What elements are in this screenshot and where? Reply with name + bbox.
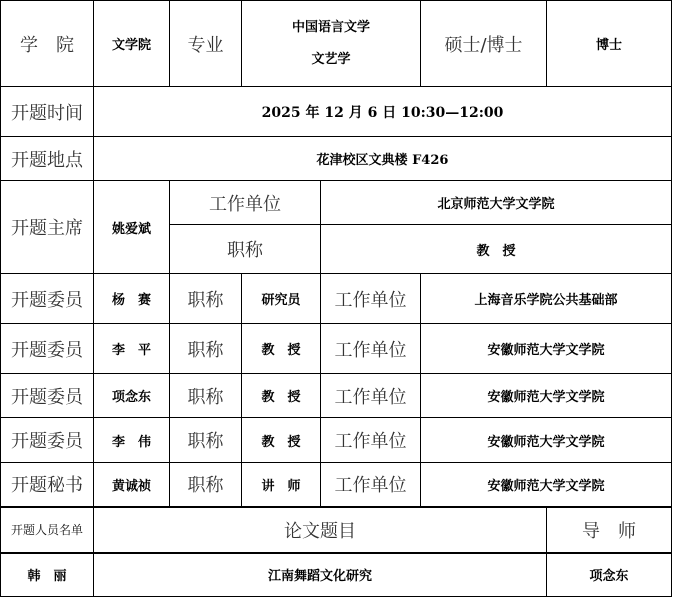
member-role: 开题委员 <box>1 274 94 324</box>
member-title: 研究员 <box>242 274 321 324</box>
major-line-2: 文艺学 <box>311 51 351 67</box>
member-title-label: 职称 <box>170 274 242 324</box>
advisor-name: 项念东 <box>547 553 672 597</box>
time-value: 2025 年 12 月 6 日 10:30—12:00 <box>94 87 672 137</box>
place-row <box>1 137 672 181</box>
secretary-row <box>1 463 672 507</box>
member-row <box>1 324 672 374</box>
member-name: 李 平 <box>94 324 170 374</box>
chair-row-1 <box>1 181 672 225</box>
member-unit-label: 工作单位 <box>321 374 421 418</box>
member-role: 开题委员 <box>1 418 94 463</box>
member-name: 李 伟 <box>94 418 170 463</box>
member-title-label: 职称 <box>170 374 242 418</box>
member-unit-label: 工作单位 <box>321 418 421 463</box>
member-title: 教 授 <box>242 324 321 374</box>
degree-value: 博士 <box>547 1 672 87</box>
member-title: 教 授 <box>242 418 321 463</box>
student-name: 韩 丽 <box>1 553 94 597</box>
major-line-1: 中国语言文学 <box>292 19 371 35</box>
chair-name: 姚爱斌 <box>94 181 170 274</box>
place-value: 花津校区文典楼 F426 <box>94 137 672 181</box>
major-value <box>242 1 421 87</box>
chair-title-value: 教 授 <box>321 225 672 274</box>
member-title-label: 职称 <box>170 463 242 507</box>
member-row <box>1 418 672 463</box>
college-label: 学 院 <box>1 1 94 87</box>
member-row <box>1 274 672 324</box>
member-title: 讲 师 <box>242 463 321 507</box>
member-unit-label: 工作单位 <box>321 463 421 507</box>
member-name: 黄诚祯 <box>94 463 170 507</box>
time-row <box>1 87 672 137</box>
college-value: 文学院 <box>94 1 170 87</box>
chair-label: 开题主席 <box>1 181 94 274</box>
thesis-topic: 江南舞蹈文化研究 <box>94 553 547 597</box>
roster-names-label: 开题人员名单 <box>1 507 94 553</box>
chair-title-label: 职称 <box>170 225 321 274</box>
member-name: 杨 赛 <box>94 274 170 324</box>
roster-topic-label: 论文题目 <box>94 507 547 553</box>
major-label: 专业 <box>170 1 242 87</box>
member-unit: 安徽师范大学文学院 <box>421 324 672 374</box>
member-unit-label: 工作单位 <box>321 274 421 324</box>
member-title-label: 职称 <box>170 418 242 463</box>
member-name: 项念东 <box>94 374 170 418</box>
member-title: 教 授 <box>242 374 321 418</box>
member-unit: 安徽师范大学文学院 <box>421 374 672 418</box>
roster-header-row <box>1 507 672 553</box>
member-row <box>1 374 672 418</box>
member-unit: 安徽师范大学文学院 <box>421 418 672 463</box>
member-role: 开题委员 <box>1 324 94 374</box>
member-unit: 上海音乐学院公共基础部 <box>421 274 672 324</box>
header-row <box>1 1 672 87</box>
member-title-label: 职称 <box>170 324 242 374</box>
member-role: 开题委员 <box>1 374 94 418</box>
member-role: 开题秘书 <box>1 463 94 507</box>
degree-label: 硕士/博士 <box>421 1 547 87</box>
chair-unit-value: 北京师范大学文学院 <box>321 181 672 225</box>
time-label: 开题时间 <box>1 87 94 137</box>
roster-row <box>1 553 672 597</box>
place-label: 开题地点 <box>1 137 94 181</box>
roster-advisor-label: 导 师 <box>547 507 672 553</box>
chair-unit-label: 工作单位 <box>170 181 321 225</box>
member-unit: 安徽师范大学文学院 <box>421 463 672 507</box>
member-unit-label: 工作单位 <box>321 324 421 374</box>
